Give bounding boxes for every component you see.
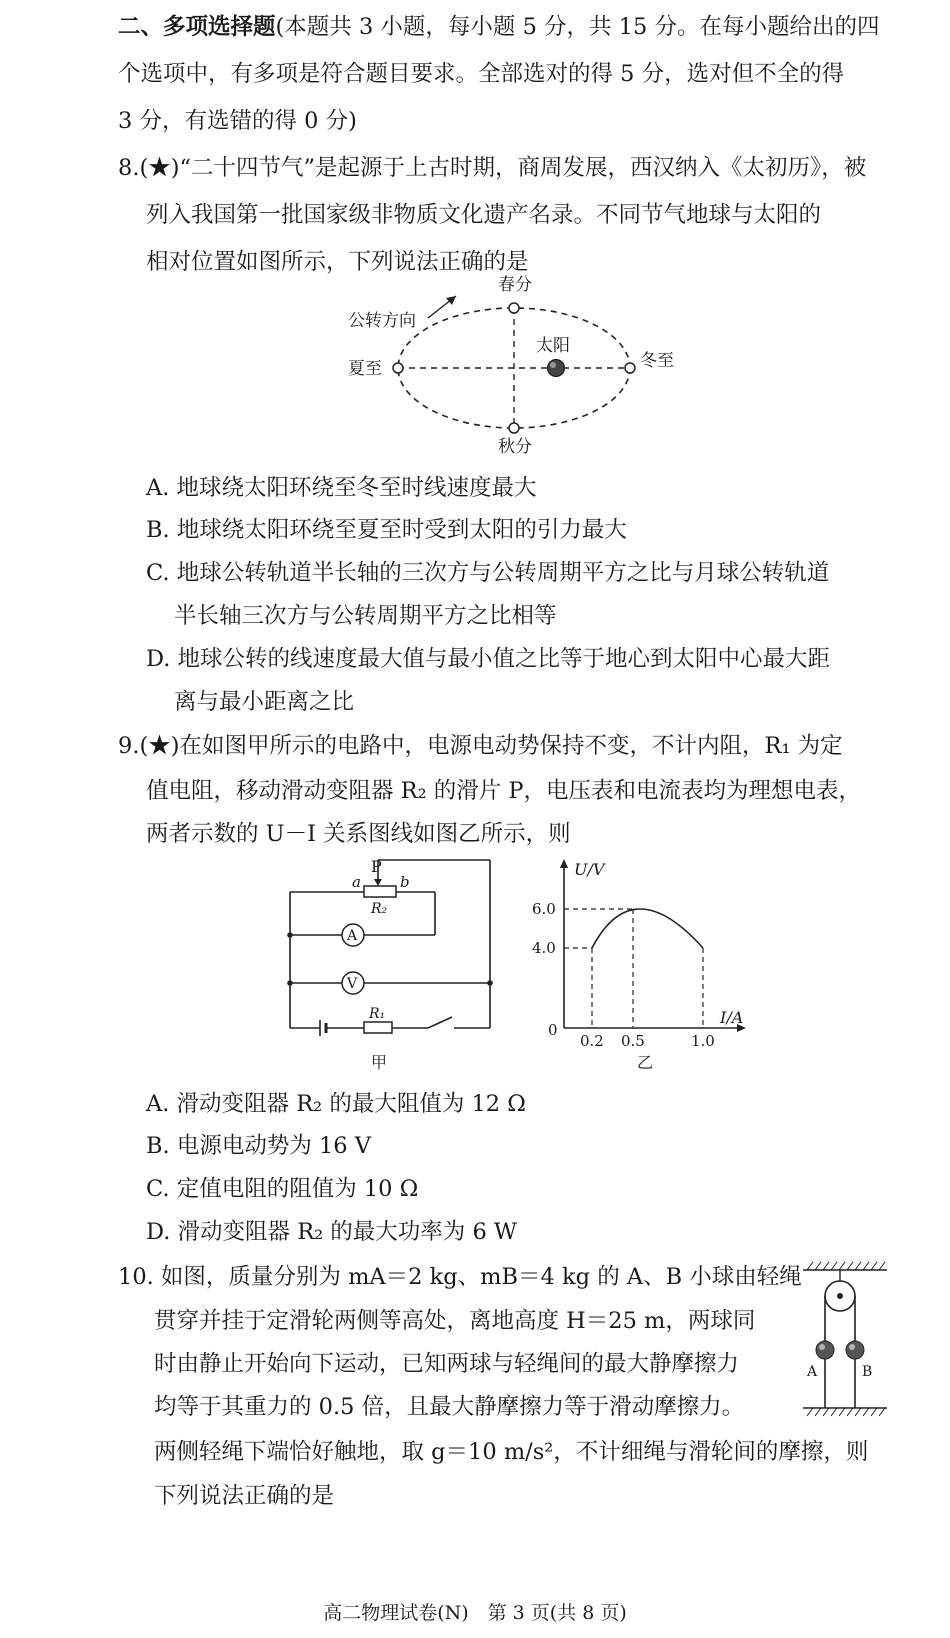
q10-line-4: 均等于其重力的 0.5 倍，且最大静摩擦力等于滑动摩擦力。 (154, 1394, 745, 1420)
label-b: b (400, 873, 410, 891)
q9-option-d: D. 滑动变阻器 R₂ 的最大功率为 6 W (146, 1219, 518, 1245)
label-winter: 冬至 (640, 351, 674, 371)
q8-option-a: A. 地球绕太阳环绕至冬至时线速度最大 (146, 475, 537, 501)
x-axis-label: I/A (720, 1008, 744, 1027)
label-a: a (352, 873, 361, 891)
q8-option-b: B. 地球绕太阳环绕至夏至时受到太阳的引力最大 (146, 517, 627, 543)
label-autumn: 秋分 (498, 437, 532, 457)
caption-yi: 乙 (637, 1053, 654, 1072)
direction-arrow-icon (446, 296, 456, 305)
label-ball-b: B (862, 1364, 873, 1380)
section-desc-3: 3 分，有选错的得 0 分) (118, 108, 357, 134)
tick-02: 0.2 (580, 1032, 604, 1050)
label-r1: R₁ (369, 1006, 386, 1022)
y-axis-label: U/V (574, 860, 605, 879)
q10-line-1: 10. 如图，质量分别为 mA＝2 kg、mB＝4 kg 的 A、B 小球由轻绳 (118, 1264, 802, 1290)
q9-line-1: 9.(★)在如图甲所示的电路中，电源电动势保持不变，不计内阻，R₁ 为定 (118, 733, 843, 759)
section-heading: 二、多项选择题 (118, 14, 276, 40)
section-desc-2: 个选项中，有多项是符合题目要求。全部选对的得 5 分，选对但不全的得 (118, 61, 845, 87)
q10-line-5: 两侧轻绳下端恰好触地，取 g＝10 m/s²，不计细绳与滑轮间的摩擦，则 (154, 1439, 869, 1465)
label-ball-a: A (807, 1364, 818, 1380)
tick-4: 4.0 (532, 939, 556, 957)
pulley-diagram (795, 1258, 895, 1418)
label-direction: 公转方向 (348, 311, 416, 331)
q8-option-c-1: C. 地球公转轨道半长轴的三次方与公转周期平方之比与月球公转轨道 (146, 560, 830, 586)
q8-line-3: 相对位置如图所示，下列说法正确的是 (146, 249, 529, 275)
q8-option-d-1: D. 地球公转的线速度最大值与最小值之比等于地心到太阳中心最大距 (146, 646, 831, 672)
r1-resistor-icon (364, 1022, 392, 1033)
q8-line-2: 列入我国第一批国家级非物质文化遗产名录。不同节气地球与太阳的 (146, 202, 822, 228)
sun-icon (548, 360, 565, 377)
earth-summer-icon (393, 363, 403, 373)
earth-winter-icon (625, 363, 635, 373)
q9-option-b: B. 电源电动势为 16 V (146, 1133, 372, 1159)
q10-line-6: 下列说法正确的是 (154, 1483, 335, 1509)
q9-option-c: C. 定值电阻的阻值为 10 Ω (146, 1176, 419, 1202)
switch-icon (428, 1017, 452, 1028)
page-footer: 高二物理试卷(N) 第 3 页(共 8 页) (323, 1602, 627, 1624)
q10-line-2: 贯穿并挂于定滑轮两侧等高处，离地高度 H＝25 m，两球同 (154, 1308, 756, 1334)
q9-line-3: 两者示数的 U－I 关系图线如图乙所示，则 (146, 821, 571, 847)
label-summer: 夏至 (348, 359, 382, 379)
ball-a-icon (816, 1341, 834, 1359)
tick-05: 0.5 (621, 1032, 645, 1050)
r2-resistor-icon (364, 886, 396, 897)
q10-line-3: 时由静止开始向下运动，已知两球与轻绳间的最大静摩擦力 (154, 1351, 740, 1377)
q9-option-a: A. 滑动变阻器 R₂ 的最大阻值为 12 Ω (146, 1091, 526, 1117)
section-header (118, 16, 879, 39)
u-i-graph (530, 855, 760, 1075)
earth-spring-icon (509, 303, 519, 313)
label-sun: 太阳 (536, 336, 570, 356)
q8-line-1: 8.(★)“二十四节气”是起源于上古时期，商周发展，西汉纳入《太初历》，被 (118, 155, 867, 181)
q8-option-c-2: 半长轴三次方与公转周期平方之比相等 (174, 603, 557, 629)
q9-line-2: 值电阻，移动滑动变阻器 R₂ 的滑片 P，电压表和电流表均为理想电表， (146, 778, 862, 804)
u-i-curve (592, 909, 703, 948)
caption-jia: 甲 (371, 1053, 388, 1072)
tick-origin: 0 (548, 1021, 558, 1039)
label-ammeter: A (347, 928, 358, 944)
slider-p-icon (374, 879, 382, 886)
section-desc-1: (本题共 3 小题，每小题 5 分，共 15 分。在每小题给出的四 (275, 14, 880, 40)
label-p: P (371, 857, 382, 876)
circuit-diagram (280, 855, 500, 1075)
label-voltmeter: V (347, 976, 358, 992)
label-spring: 春分 (498, 275, 532, 295)
tick-10: 1.0 (691, 1032, 715, 1050)
orbit-diagram (330, 270, 710, 460)
ball-b-icon (846, 1341, 864, 1359)
label-r2: R₂ (371, 901, 388, 917)
earth-autumn-icon (509, 423, 519, 433)
q8-option-d-2: 离与最小距离之比 (174, 689, 355, 715)
tick-6: 6.0 (532, 900, 556, 918)
